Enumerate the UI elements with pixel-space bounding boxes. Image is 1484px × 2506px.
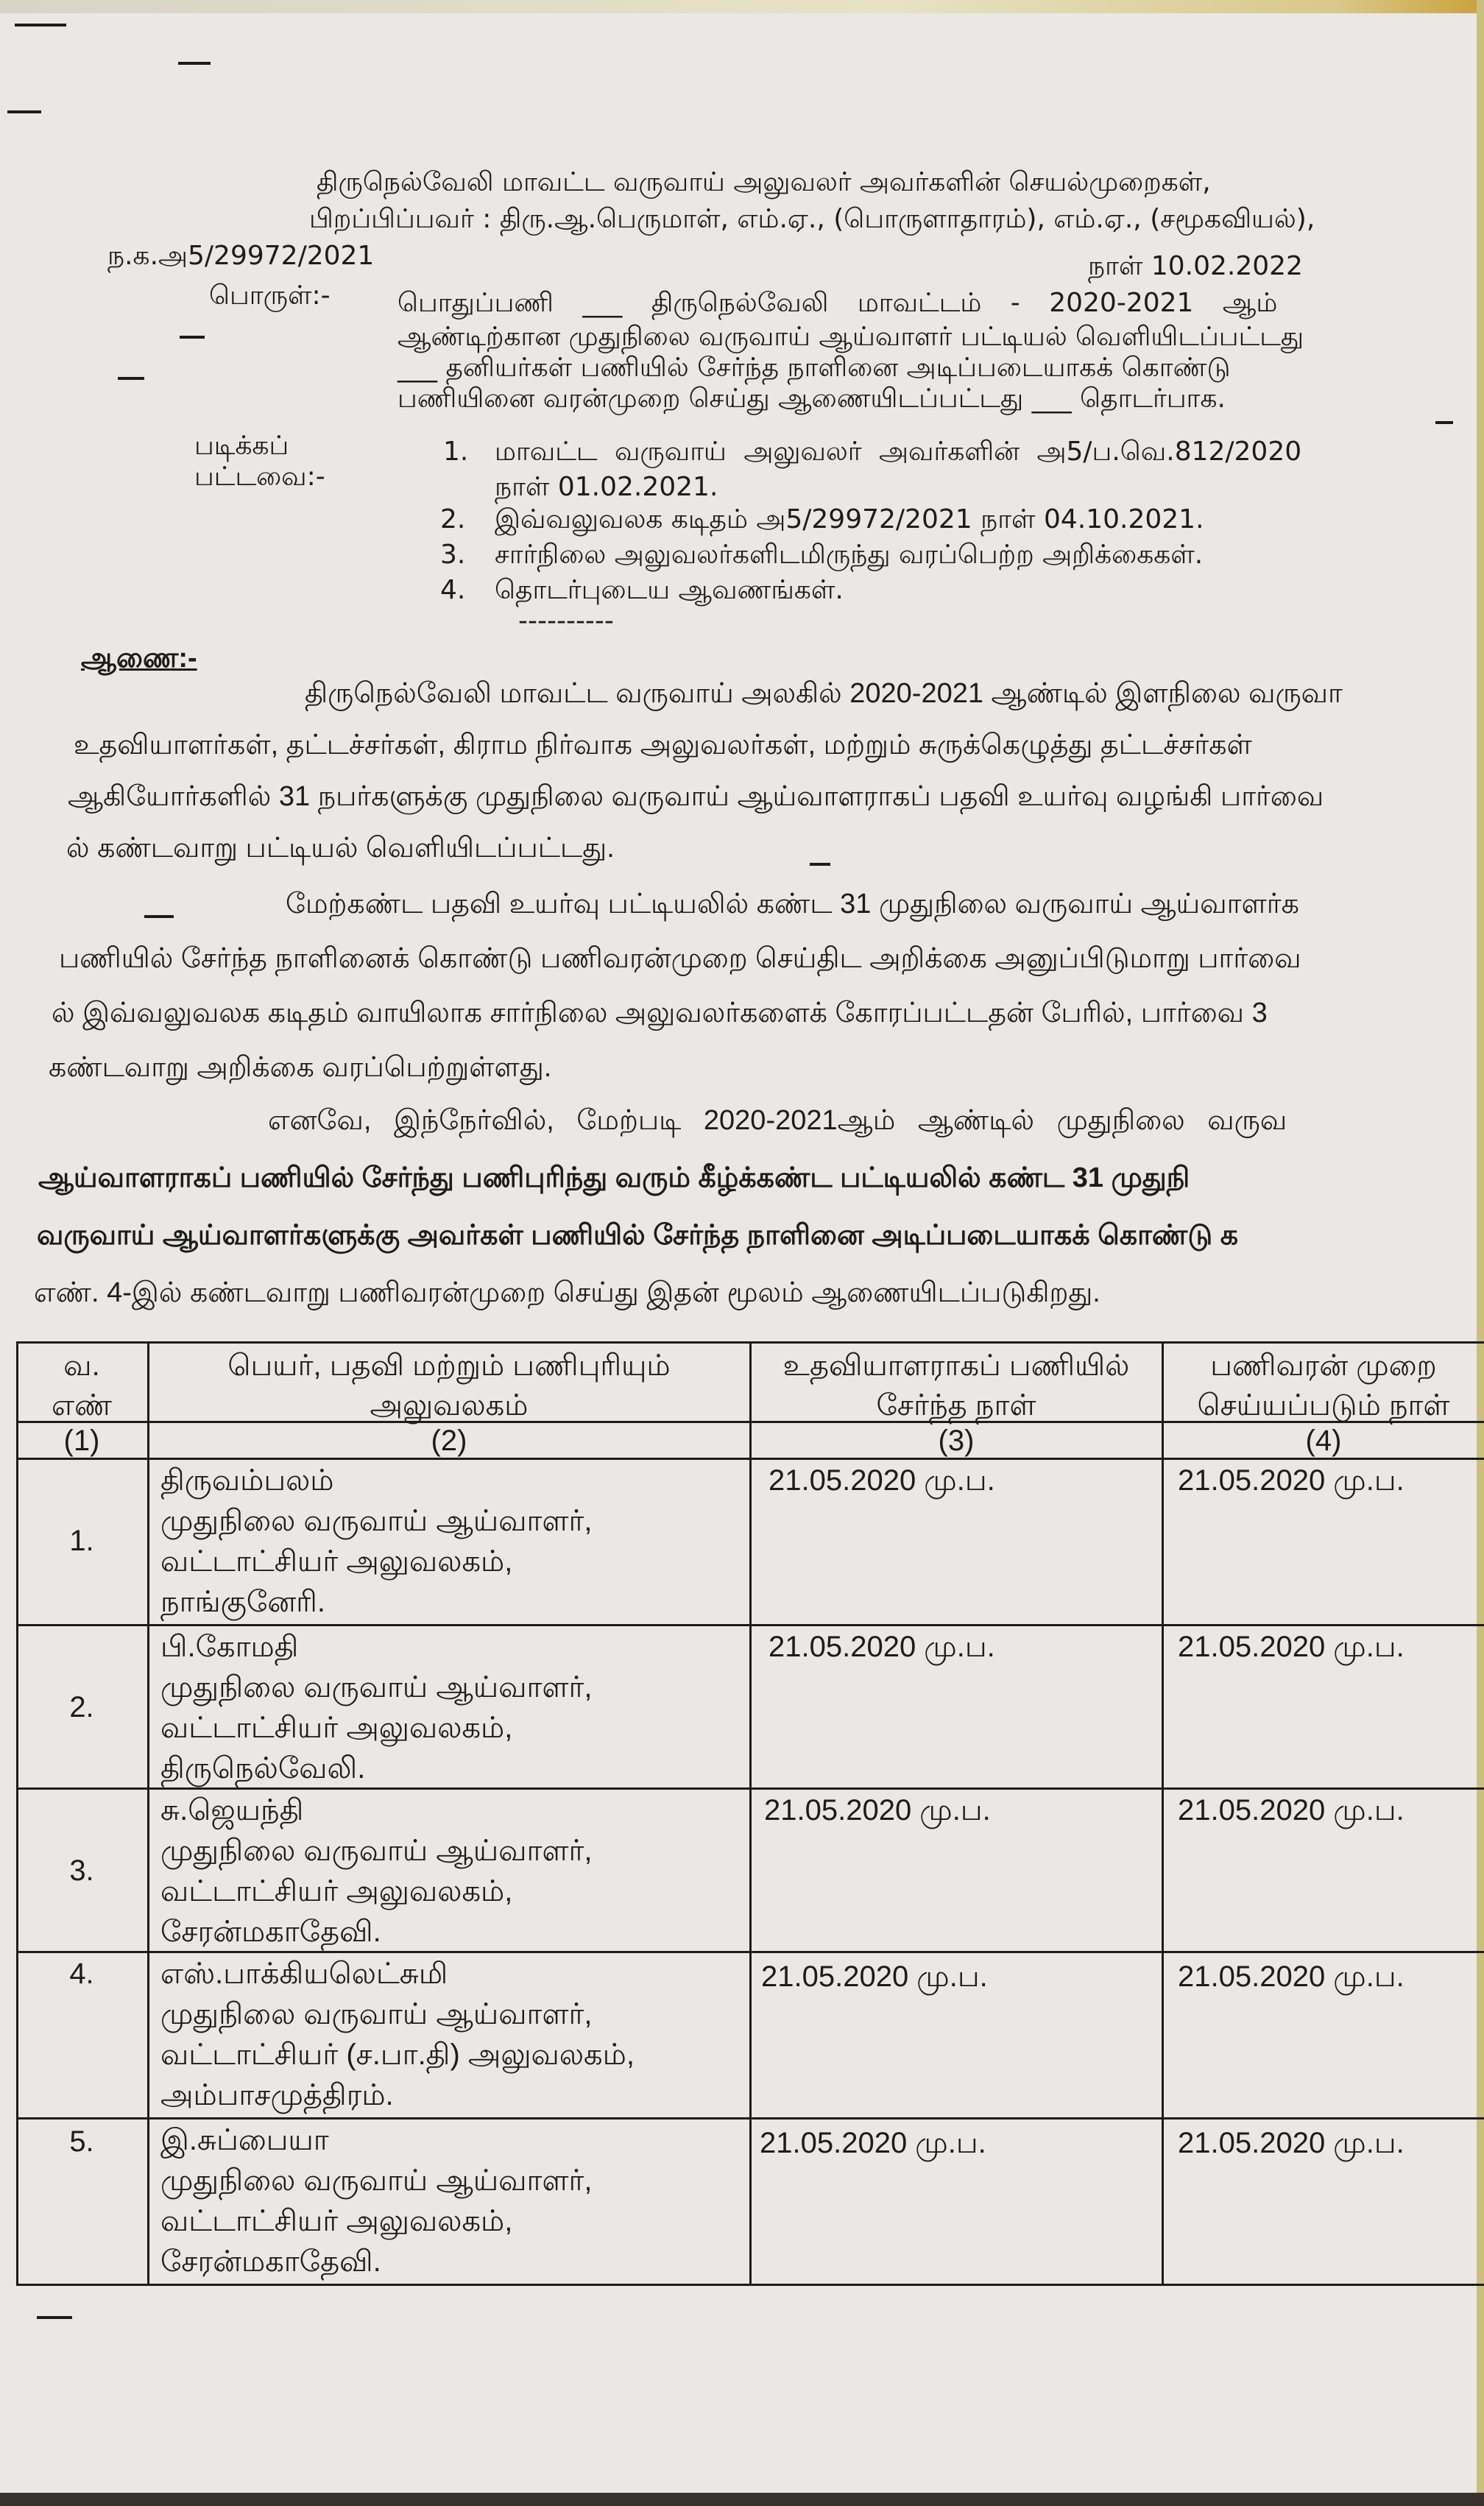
reference-item: சார்நிலை அலுவலர்களிடமிருந்து வரப்பெற்ற அறிக்கைகள். — [495, 540, 1204, 570]
order-paragraph-line: எண். 4-இல் கண்டவாறு பணிவரன்முறை செய்து இதன் மூலம் ஆணையிடப்படுகிறது. — [34, 1277, 1100, 1308]
reference-number-item: 4. — [440, 575, 466, 605]
stray-mark — [180, 336, 205, 339]
header-name-designation: பெயர், பதவி மற்றும் பணிபுரியும் அலுவலகம் — [227, 1349, 671, 1422]
order-paragraph-line: உதவியாளர்கள், தட்டச்சர்கள், கிராம நிர்வாக அலுவலர்கள், மற்றும் சுருக்கெழுத்து தட்டச்சர்கள் — [74, 730, 1252, 760]
document-title: திருநெல்வேலி மாவட்ட வருவாய் அலுவலர் அவர்களின் செயல்முறைகள், — [317, 167, 1211, 197]
row-regularisation-date: 21.05.2020 மு.ப. — [1178, 1464, 1404, 1497]
row-name-designation: பி.கோமதி முதுநிலை வருவாய் ஆய்வாளர், வட்டாட்சியர் அலுவலகம், திருநெல்வேலி. — [160, 1631, 593, 1785]
stray-mark — [1435, 421, 1453, 424]
subject-line: ஆண்டிற்கான முதுநிலை வருவாய் ஆய்வாளர் பட்டியல் வெளியிடப்பட்டது — [398, 322, 1304, 352]
row-serial: 3. — [69, 1854, 94, 1887]
reference-item: இவ்வலுவலக கடிதம் அ5/29972/2021 நாள் 04.10.2021. — [495, 504, 1204, 534]
row-regularisation-date: 21.05.2020 மு.ப. — [1178, 1631, 1404, 1663]
stray-mark — [144, 915, 174, 918]
stray-mark — [15, 24, 66, 27]
order-label: ஆணை:- — [81, 643, 197, 674]
reference-number: ந.க.அ5/29972/2021 — [107, 241, 375, 271]
reference-item: மாவட்ட வருவாய் அலுவலர் அவர்களின் அ5/ப.வெ.812/2020 — [495, 437, 1302, 467]
reference-number-item: 3. — [440, 540, 466, 570]
reference-item: தொடர்புடைய ஆவணங்கள். — [495, 575, 844, 605]
row-name-designation: சு.ஜெயந்தி முதுநிலை வருவாய் ஆய்வாளர், வட்டாட்சியர் அலுவலகம், சேரன்மகாதேவி. — [160, 1794, 593, 1948]
order-paragraph-line: ஆகியோர்களில் 31 நபர்களுக்கு முதுநிலை வருவாய் ஆய்வாளராகப் பதவி உயர்வு வழங்கி பார்வை — [68, 781, 1324, 812]
order-paragraph-line: வருவாய் ஆய்வாளர்களுக்கு அவர்கள் பணியில் சேர்ந்த நாளினை அடிப்படையாகக் கொண்டு க — [37, 1220, 1239, 1251]
header-serial-number: வ. எண் — [51, 1349, 113, 1422]
stray-mark — [7, 110, 41, 113]
order-paragraph-line: மேற்கண்ட பதவி உயர்வு பட்டியலில் கண்ட 31 முதுநிலை வருவாய் ஆய்வாளர்க — [286, 889, 1299, 920]
stray-mark — [118, 377, 144, 380]
order-paragraph-line: ல் கண்டவாறு பட்டியல் வெளியிடப்பட்டது. — [66, 833, 615, 864]
header-joining-date: உதவியாளராகப் பணியில் சேர்ந்த நாள் — [782, 1349, 1130, 1422]
bottom-edge — [0, 2493, 1484, 2506]
row-regularisation-date: 21.05.2020 மு.ப. — [1178, 1960, 1404, 1993]
row-joining-date: 21.05.2020 மு.ப. — [768, 1631, 995, 1663]
order-paragraph-line: திருநெல்வேலி மாவட்ட வருவாய் அலகில் 2020-2021 ஆண்டில் இளநிலை வருவா — [305, 678, 1343, 709]
row-serial: 5. — [69, 2125, 94, 2158]
order-paragraph-line: கண்டவாறு அறிக்கை வரப்பெற்றுள்ளது. — [49, 1052, 552, 1083]
header-regularisation-date: பணிவரன் முறை செய்யப்படும் நாள் — [1197, 1349, 1450, 1422]
row-name-designation: எஸ்.பாக்கியலெட்சுமி முதுநிலை வருவாய் ஆய்வாளர், வட்டாட்சியர் (ச.பா.தி) அலுவலகம், அம்பாசமுத்திரம். — [160, 1958, 635, 2111]
order-paragraph-line: பணியில் சேர்ந்த நாளினைக் கொண்டு பணிவரன்முறை செய்திட அறிக்கை அனுப்பிடுமாறு பார்வை — [59, 943, 1301, 974]
stray-mark — [37, 2316, 72, 2319]
row-serial: 4. — [69, 1958, 94, 1990]
issuer-line: பிறப்பிப்பவர் : திரு.ஆ.பெருமாள், எம்.ஏ., (பொருளாதாரம்), எம்.ஏ., (சமூகவியல்), — [309, 204, 1315, 234]
document-date: நாள் 10.02.2022 — [1088, 251, 1303, 281]
reference-number-item: 2. — [440, 504, 466, 534]
divider: ---------- — [518, 606, 614, 636]
row-joining-date: 21.05.2020 மு.ப. — [760, 2127, 986, 2159]
row-joining-date: 21.05.2020 மு.ப. — [768, 1464, 995, 1497]
top-edge — [0, 0, 1484, 13]
row-serial: 2. — [69, 1691, 94, 1723]
column-number: (1) — [63, 1425, 100, 1457]
row-regularisation-date: 21.05.2020 மு.ப. — [1178, 2127, 1404, 2159]
stray-mark — [810, 863, 830, 866]
row-serial: 1. — [69, 1525, 94, 1557]
stray-mark — [178, 62, 211, 65]
subject-line: பணியினை வரன்முறை செய்து ஆணையிடப்பட்டது ___ தொடர்பாக. — [398, 384, 1226, 414]
order-paragraph-line: எனவே, இந்நேர்வில், மேற்படி 2020-2021ஆம் ஆண்டில் முதுநிலை வருவ — [268, 1105, 1287, 1136]
order-paragraph-line: ஆய்வாளராகப் பணியில் சேர்ந்து பணிபுரிந்து வரும் கீழ்க்கண்ட பட்டியலில் கண்ட 31 முதுநி — [38, 1162, 1190, 1193]
subject-line: பொதுப்பணி ___ திருநெல்வேலி மாவட்டம் - 2020-2021 ஆம் — [398, 288, 1278, 318]
reference-number-item: 1. — [443, 437, 469, 467]
row-joining-date: 21.05.2020 மு.ப. — [764, 1794, 991, 1826]
row-name-designation: இ.சுப்பையா முதுநிலை வருவாய் ஆய்வாளர், வட்டாட்சியர் அலுவலகம், சேரன்மகாதேவி. — [160, 2124, 593, 2278]
order-paragraph-line: ல் இவ்வலுவலக கடிதம் வாயிலாக சார்நிலை அலுவலர்களைக் கோரப்பட்டதன் பேரில், பார்வை 3 — [52, 998, 1268, 1028]
row-name-designation: திருவம்பலம் முதுநிலை வருவாய் ஆய்வாளர், வட்டாட்சியர் அலுவலகம், நாங்குனேரி. — [160, 1464, 593, 1618]
references-label: படிக்கப் — [194, 431, 289, 461]
references-label: பட்டவை:- — [194, 462, 325, 492]
column-number: (3) — [938, 1425, 975, 1457]
subject-label: பொருள்:- — [209, 280, 331, 311]
column-number: (4) — [1305, 1425, 1342, 1457]
reference-item: நாள் 01.02.2021. — [495, 472, 718, 502]
row-regularisation-date: 21.05.2020 மு.ப. — [1178, 1794, 1404, 1826]
subject-line: ___ தனியர்கள் பணியில் சேர்ந்த நாளினை அடிப்படையாகக் கொண்டு — [398, 353, 1231, 383]
regularisation-table — [16, 1341, 1484, 2291]
column-number: (2) — [431, 1425, 467, 1457]
row-joining-date: 21.05.2020 மு.ப. — [761, 1960, 988, 1993]
